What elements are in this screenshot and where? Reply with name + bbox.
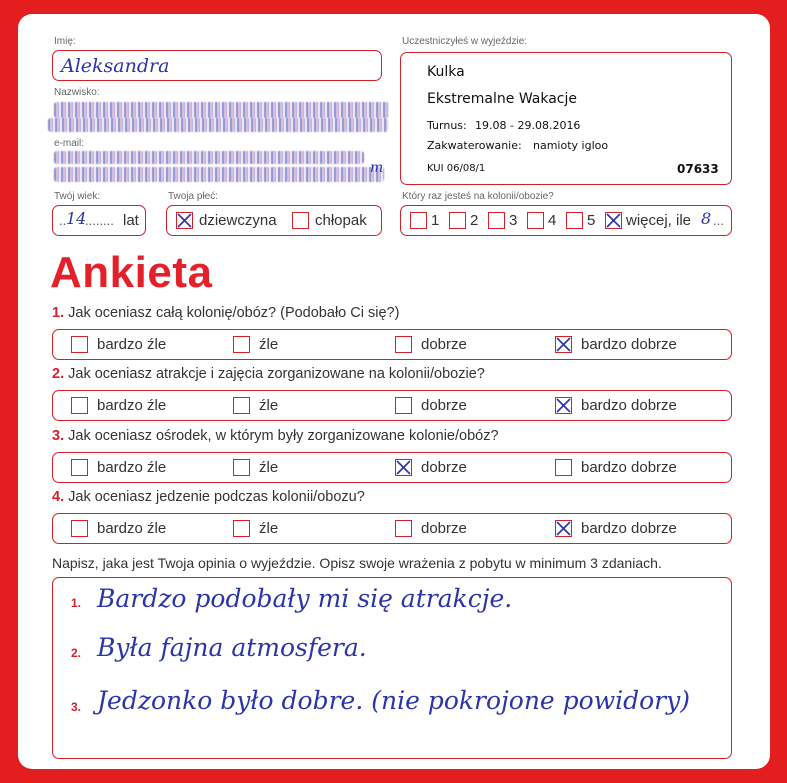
gender-checkbox-boy[interactable] xyxy=(292,212,309,229)
times-option-5: 5 xyxy=(587,212,596,229)
opinion-line3-text: Jedzonko było dobre. (nie pokrojone powidory) xyxy=(97,686,690,715)
answer-label: bardzo dobrze xyxy=(581,459,677,476)
answer-checkbox[interactable] xyxy=(395,520,412,537)
answer-label: źle xyxy=(259,336,279,353)
times-more-dots: ... xyxy=(713,213,724,228)
times-field xyxy=(400,205,732,236)
age-label: Twój wiek: xyxy=(54,191,101,202)
question-label: Jak oceniasz jedzenie podczas kolonii/obozu? xyxy=(68,489,365,505)
times-checkbox-4[interactable] xyxy=(527,212,544,229)
question-4-answers xyxy=(52,513,732,544)
opinion-line1-num: 1. xyxy=(71,596,82,610)
times-more-value: 8 xyxy=(701,209,712,228)
times-option-1: 1 xyxy=(431,212,440,229)
answer-label: bardzo dobrze xyxy=(581,397,677,414)
age-unit: lat xyxy=(123,212,139,229)
answer-label: dobrze xyxy=(421,520,467,537)
age-dots-after: ........ xyxy=(85,213,114,228)
gender-label: Twoja płeć: xyxy=(168,191,219,202)
answer-checkbox[interactable] xyxy=(395,336,412,353)
question-3-answers xyxy=(52,452,732,483)
participant-label: Uczestniczyłeś w wyjeździe: xyxy=(402,36,528,47)
answer-label: bardzo dobrze xyxy=(581,336,677,353)
name-label: Imię: xyxy=(54,36,76,47)
question-number: 3. xyxy=(52,428,65,444)
question-number: 1. xyxy=(52,305,65,321)
times-option-4: 4 xyxy=(548,212,557,229)
info-line1: Kulka xyxy=(427,64,465,80)
answer-checkbox[interactable] xyxy=(233,336,250,353)
answer-checkbox[interactable] xyxy=(233,397,250,414)
answer-label: źle xyxy=(259,397,279,414)
check-mark-icon xyxy=(395,459,412,476)
age-dots: .. xyxy=(59,213,67,228)
question-label: Jak oceniasz atrakcje i zajęcia zorganizowane na kolonii/obozie? xyxy=(68,366,485,382)
answer-checkbox[interactable] xyxy=(395,397,412,414)
answer-checkbox[interactable] xyxy=(555,397,572,414)
name-value: Aleksandra xyxy=(61,55,170,77)
gender-field xyxy=(166,205,382,236)
check-mark-icon xyxy=(176,212,193,229)
times-checkbox-5[interactable] xyxy=(566,212,583,229)
question-4-text xyxy=(52,489,365,505)
times-checkbox-2[interactable] xyxy=(449,212,466,229)
answer-checkbox[interactable] xyxy=(555,336,572,353)
answer-label: bardzo dobrze xyxy=(581,520,677,537)
answer-checkbox[interactable] xyxy=(71,336,88,353)
answer-checkbox[interactable] xyxy=(71,459,88,476)
opinion-line2-num: 2. xyxy=(71,646,82,660)
times-checkbox-more[interactable] xyxy=(605,212,622,229)
answer-checkbox[interactable] xyxy=(395,459,412,476)
participant-info-box xyxy=(400,52,732,185)
lodging-label: Zakwaterowanie: xyxy=(427,139,522,152)
turnus-label: Turnus: xyxy=(427,119,467,132)
question-1-answers xyxy=(52,329,732,360)
answer-checkbox[interactable] xyxy=(555,520,572,537)
times-checkbox-3[interactable] xyxy=(488,212,505,229)
survey-sheet xyxy=(18,14,770,769)
age-value: 14 xyxy=(66,209,87,228)
opinion-line1-text: Bardzo podobały mi się atrakcje. xyxy=(97,584,513,613)
email-label: e-mail: xyxy=(54,138,85,149)
check-mark-icon xyxy=(555,520,572,537)
turnus-value: 19.08 - 29.08.2016 xyxy=(475,119,581,132)
lodging-value: namioty igloo xyxy=(533,139,609,152)
answer-label: źle xyxy=(259,459,279,476)
survey-title: Ankieta xyxy=(50,248,213,297)
answer-checkbox[interactable] xyxy=(555,459,572,476)
question-3-text xyxy=(52,428,499,444)
opinion-line2-text: Była fajna atmosfera. xyxy=(97,633,367,662)
answer-checkbox[interactable] xyxy=(233,459,250,476)
age-field[interactable] xyxy=(52,205,146,236)
answer-label: bardzo źle xyxy=(97,520,167,537)
times-label: Który raz jesteś na kolonii/obozie? xyxy=(402,191,554,202)
email-value-tail: m xyxy=(370,160,384,176)
question-2-text xyxy=(52,366,485,382)
answer-label: bardzo źle xyxy=(97,397,167,414)
gender-option-girl: dziewczyna xyxy=(199,212,277,229)
question-number: 2. xyxy=(52,366,65,382)
surname-label: Nazwisko: xyxy=(54,87,100,98)
check-mark-icon xyxy=(605,212,622,229)
answer-label: bardzo źle xyxy=(97,336,167,353)
times-option-3: 3 xyxy=(509,212,518,229)
gender-checkbox-girl[interactable] xyxy=(176,212,193,229)
answer-checkbox[interactable] xyxy=(71,397,88,414)
question-1-text xyxy=(52,305,399,321)
camp-code: KUI 06/08/1 xyxy=(427,163,486,174)
answer-label: dobrze xyxy=(421,459,467,476)
answer-label: źle xyxy=(259,520,279,537)
answer-checkbox[interactable] xyxy=(71,520,88,537)
times-checkbox-1[interactable] xyxy=(410,212,427,229)
times-option-2: 2 xyxy=(470,212,479,229)
question-2-answers xyxy=(52,390,732,421)
check-mark-icon xyxy=(555,397,572,414)
gender-option-boy: chłopak xyxy=(315,212,367,229)
check-mark-icon xyxy=(555,336,572,353)
answer-label: bardzo źle xyxy=(97,459,167,476)
question-label: Jak oceniasz ośrodek, w którym były zorganizowane kolonie/obóz? xyxy=(68,428,499,444)
times-option-more: więcej, ile xyxy=(626,212,692,229)
answer-checkbox[interactable] xyxy=(233,520,250,537)
opinion-line3-num: 3. xyxy=(71,700,82,714)
info-line2: Ekstremalne Wakacje xyxy=(427,91,578,107)
camp-number: 07633 xyxy=(677,162,719,176)
name-field[interactable] xyxy=(52,50,382,81)
opinion-prompt: Napisz, jaka jest Twoja opinia o wyjeździe. Opisz swoje wrażenia z pobytu w minimum 3 zdaniach. xyxy=(52,555,662,571)
answer-label: dobrze xyxy=(421,336,467,353)
question-label: Jak oceniasz całą kolonię/obóz? (Podobało Ci się?) xyxy=(68,305,400,321)
opinion-field[interactable] xyxy=(52,577,732,759)
answer-label: dobrze xyxy=(421,397,467,414)
question-number: 4. xyxy=(52,489,65,505)
